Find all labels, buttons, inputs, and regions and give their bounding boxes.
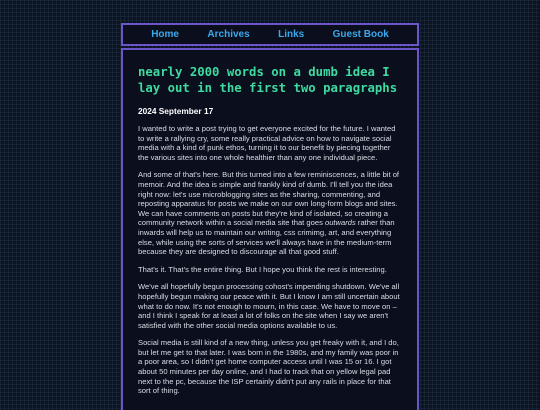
post-paragraph-1: I wanted to write a post trying to get everyone excited for the future. I wanted to write a rallying cry, some really practical advice on how to navigate social media with a kind of punk ethos, turning it to our benefit by piecing together the various sites into one whole healthier than any one individual piece. — [138, 124, 396, 162]
nav-guest-book-link[interactable]: Guest Book — [332, 29, 389, 40]
paragraph-text: rather than inwards will help us to maintain our writing, css crimimg, art, and everything else, while using the sorts of services we'll always have in the medium-term because they are designed to discourage all that good stuff. — [138, 218, 395, 257]
site-nav — [121, 23, 419, 46]
post-paragraph-4: We've all hopefully begun processing cohost's impending shutdown. We've all hopefully begun making our peace with it. But I know I am still uncertain about what to do now. It's not enough to mourn, in this case. We have to move on – and I think I speak for at least a lot of folks on the site when I say we aren't satisfied with the other social media options available to us. — [138, 282, 400, 330]
post-paragraph-5: Social media is still kind of a new thing, unless you get freaky with it, and I do, but let me get to that later. I was born in the 1980s, and my family was poor in a poor area, so I didn't get home computer access until I was 15 or 16. I got about 50 minutes per day online, and I had to track that on yellow legal pad next to the pc, because the ISP certainly didn't put any rails in place for that sort of thing. — [138, 338, 399, 396]
post-title: nearly 2000 words on a dumb idea I lay out in the first two paragraphs — [138, 65, 398, 95]
post-paragraph-2 — [138, 170, 402, 256]
nav-home-link[interactable]: Home — [151, 29, 179, 40]
nav-links-link[interactable]: Links — [278, 29, 305, 40]
post-paragraph-3: That's it. That's the entire thing. But I hope you think the rest is interesting. — [138, 264, 387, 274]
page — [121, 23, 419, 410]
post-date: 2024 September 17 — [138, 106, 214, 116]
paragraph-text: And some of that's here. But this turned into a few reminiscences, a little bit of memoir. And the idea is simple and frankly kind of dumb. I'll tell you the idea right now: let's use microblogging sites as the sharing, commenting, and reposting apparatus for posts we make on our own long-form blogs and sites. We can have comments on posts but they're kind of isolated, so creating a community network within a social media site that goes — [138, 170, 400, 228]
post-body — [138, 124, 402, 396]
nav-archives-link[interactable]: Archives — [207, 29, 250, 40]
emphasized-word: outwards — [324, 218, 356, 228]
blog-post — [121, 48, 419, 410]
